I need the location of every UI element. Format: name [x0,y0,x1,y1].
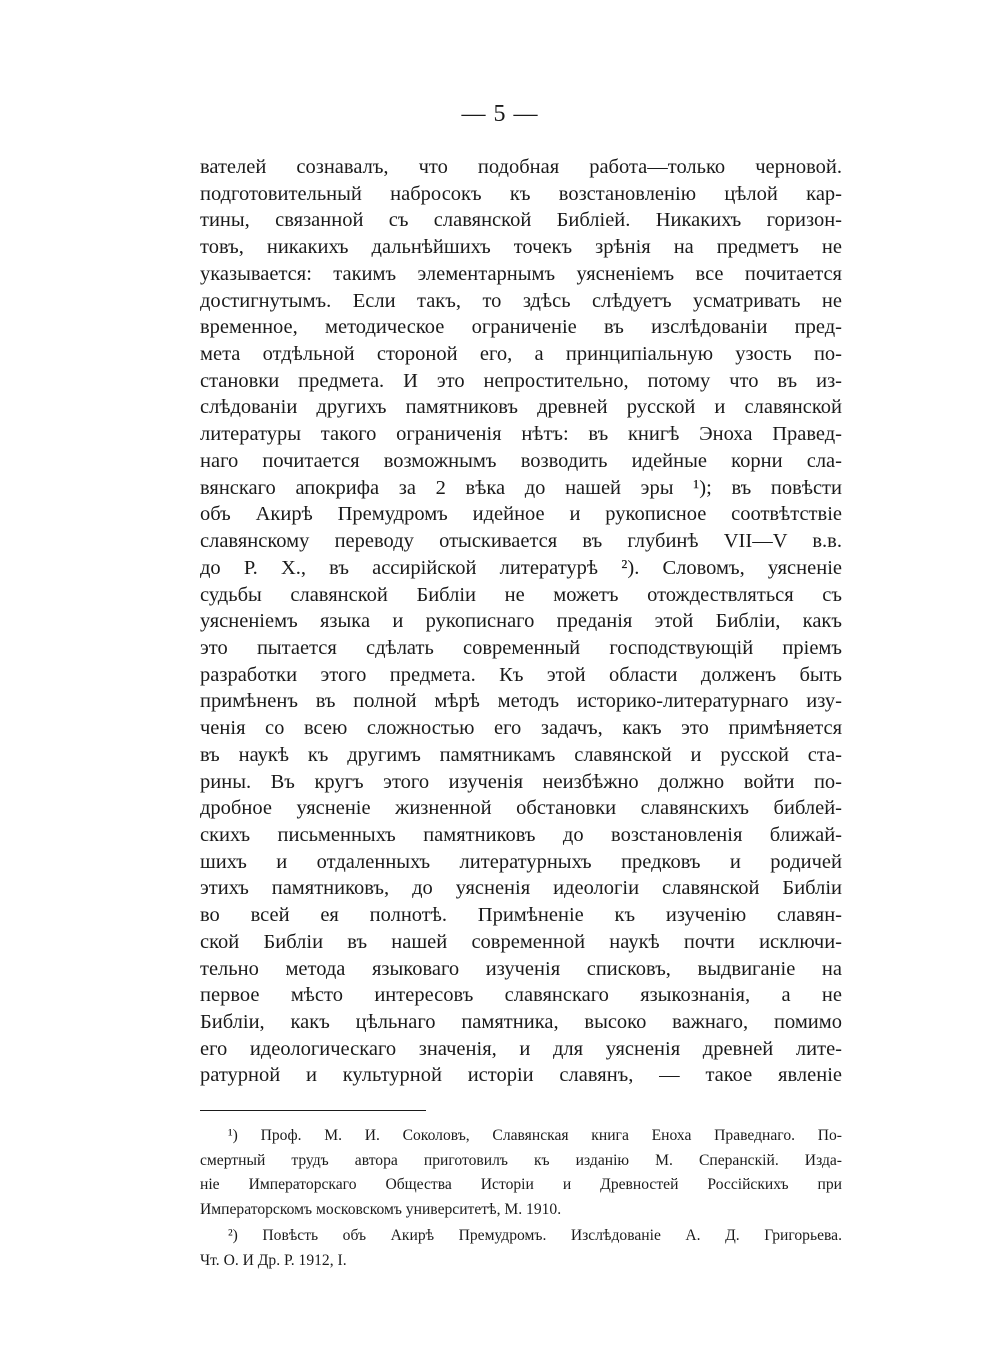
text-line: рины. Въ кругъ этого изученія неизбѣжно должно войти по- [200,770,842,793]
footnote-1 [200,1124,842,1222]
text-line: ской Библіи въ нашей современной наукѣ почти исключи- [200,930,842,953]
footnote-line: Императорскомъ московскомъ университетѣ, М. 1910. [200,1200,562,1218]
text-line: это пытается сдѣлать современный господствующій пріемъ [200,636,842,659]
text-line: первое мѣсто интересовъ славянскаго языкознанія, а не [200,984,842,1007]
text-line: указывается: такимъ элементарнымъ уясненіемъ все почитается [200,262,842,285]
text-line: мета отдѣльной стороной его, а принципіальную узость по- [200,343,842,366]
text-line: тельно метода языковаго изученія списковъ, выдвиганіе на [200,957,842,980]
text-line: ченія со всею сложностью его задачъ, какъ это примѣняется [200,717,842,740]
footnote-2 [200,1224,842,1273]
footnote-line: ніе Императорскаго Общества Исторіи и Древностей Россійскихъ при [200,1176,842,1194]
text-line: до Р. Х., въ ассирійской литературѣ ²). Словомъ, уясненіе [200,556,842,579]
text-line: товъ, никакихъ дальнѣйшихъ точекъ зрѣнія на предметъ не [200,236,842,259]
text-line: подготовительный набросокъ къ возстановленію цѣлой кар- [200,182,842,205]
text-line: примѣненъ въ полной мѣрѣ методъ историко-литературнаго изу- [200,690,842,713]
text-line: шихъ и отдаленныхъ литературныхъ предковъ и родичей [200,850,842,873]
text-line: дробное уясненіе жизненной обстановки славянскихъ библей- [200,797,842,820]
text-line: вянскаго апокрифа за 2 вѣка до нашей эры ¹); въ повѣсти [200,476,842,499]
text-line: объ Акирѣ Премудромъ идейное и рукописное соотвѣтствіе [200,503,842,526]
text-line: во всей ея полнотѣ. Примѣненіе къ изученію славян- [200,904,842,927]
text-line: уясненіемъ языка и рукописнаго преданія этой Библіи, какъ [200,610,842,633]
body-text [200,154,842,1089]
text-line: ратурной и культурной исторіи славянъ, — такое явленіе [200,1064,842,1087]
footnote-line: Чт. О. И Др. Р. 1912, I. [200,1251,347,1269]
page-number: — 5 — [461,101,539,127]
text-line: этихъ памятниковъ, до уясненія идеологіи славянской Библіи [200,877,842,900]
footnote-line: смертный трудъ автора приготовилъ къ изданію М. Сперанскій. Изда- [200,1151,842,1169]
text-line: слѣдованіи другихъ памятниковъ древней русской и славянской [200,396,842,419]
text-line: тины, связанной съ славянской Библіей. Никакихъ горизон- [200,209,842,232]
text-line: достигнутымъ. Если такъ, то здѣсь слѣдуетъ усматривать не [200,289,842,312]
text-line: его идеологическаго значенія, и для уясненія древней лите- [200,1037,842,1060]
footnote-line: ¹) Проф. М. И. Соколовъ, Славянская книга Еноха Праведнаго. По- [228,1127,842,1144]
text-line: становки предмета. И это непростительно, потому что въ из- [200,369,842,392]
text-line: разработки этого предмета. Къ этой области долженъ быть [200,663,842,686]
text-line: судьбы славянской Библіи не можетъ отождествляться съ [200,583,842,606]
footnote-line: ²) Повѣсть объ Акирѣ Премудромъ. Изслѣдованіе А. Д. Григорьева. [228,1227,842,1245]
text-line: наго почитается возможнымъ возводить идейные корни сла- [200,449,842,472]
text-line: скихъ письменныхъ памятниковъ до возстановленія ближай- [200,823,842,846]
text-line: въ наукѣ къ другимъ памятникамъ славянской и русской ста- [200,743,842,766]
text-line: вателей сознавалъ, что подобная работа—только черновой. [200,156,842,178]
footnote-divider [200,1110,426,1111]
text-line: славянскому переводу отыскивается въ глубинѣ VII—V в.в. [200,530,842,553]
text-line: литературы такого ограниченія нѣтъ: въ книгѣ Эноха Правед- [200,423,842,446]
text-line: Библіи, какъ цѣльнаго памятника, высоко важнаго, помимо [200,1011,842,1033]
footnotes [200,1124,842,1274]
text-line: временное, методическое ограниченіе въ изслѣдованіи пред- [200,316,842,339]
